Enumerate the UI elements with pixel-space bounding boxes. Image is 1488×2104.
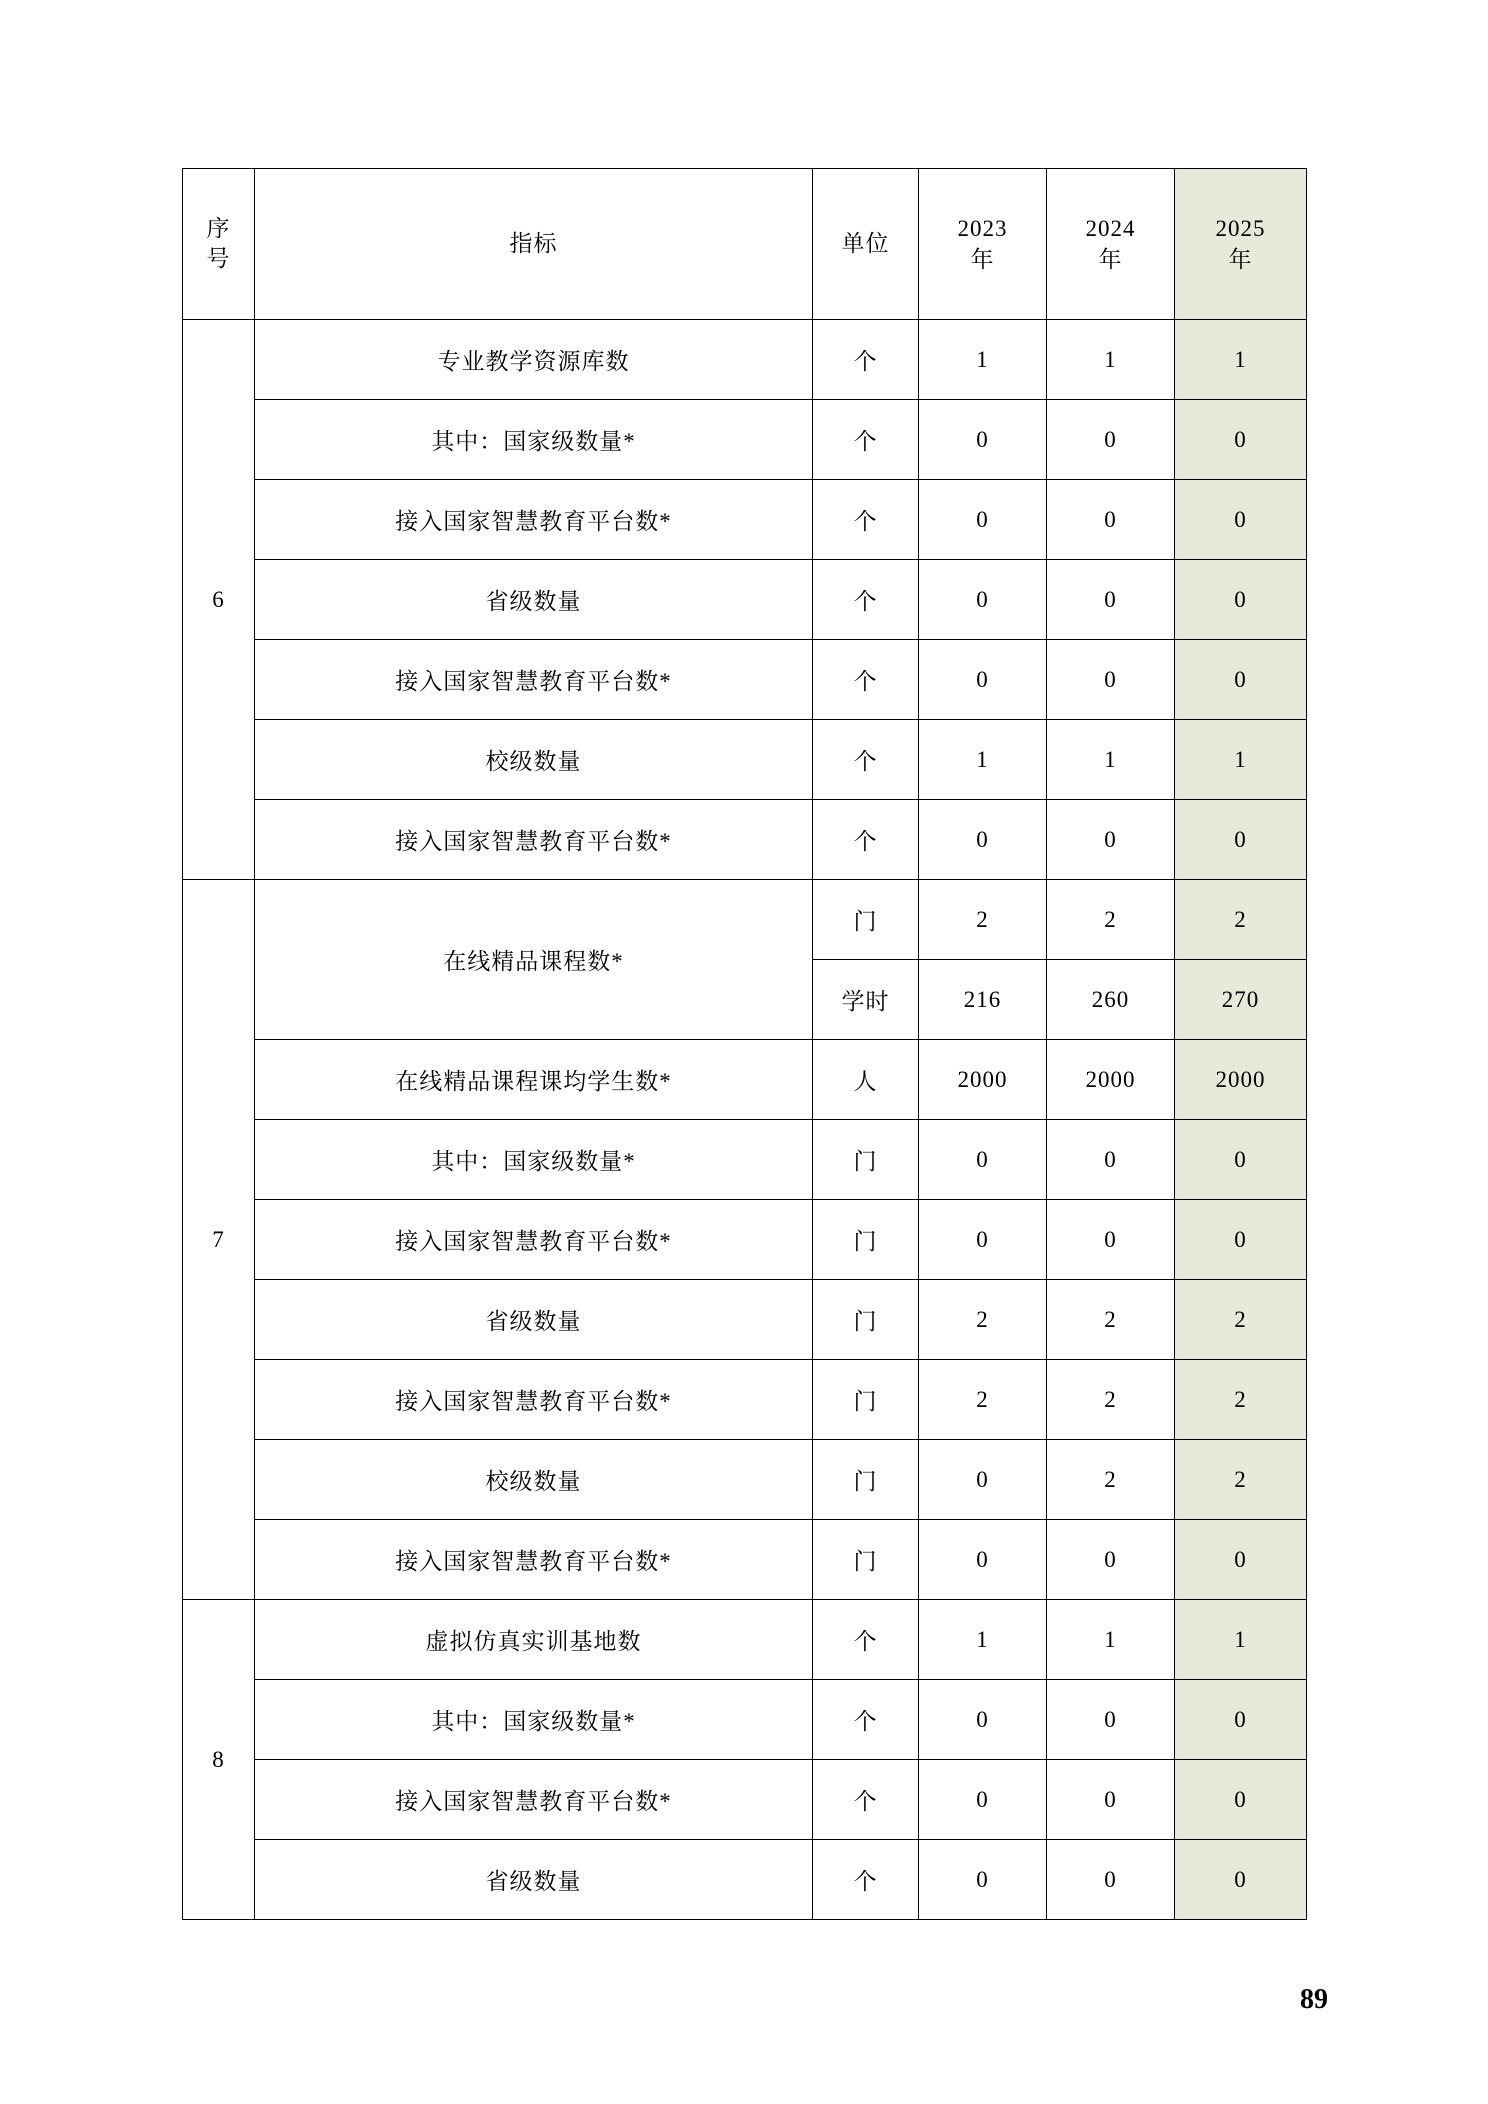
header-unit: 单位 — [813, 169, 919, 320]
indicator-name: 其中：国家级数量* — [255, 1680, 813, 1760]
value-2025: 0 — [1175, 640, 1307, 720]
value-2024: 0 — [1047, 1680, 1175, 1760]
table-row — [183, 1040, 1307, 1120]
indicator-name: 在线精品课程课均学生数* — [255, 1040, 813, 1120]
value-2025: 2000 — [1175, 1040, 1307, 1120]
indicator-unit: 个 — [813, 800, 919, 880]
value-2025: 0 — [1175, 480, 1307, 560]
indicator-unit: 个 — [813, 720, 919, 800]
header-indicator: 指标 — [255, 169, 813, 320]
value-2024: 0 — [1047, 640, 1175, 720]
indicator-name: 其中：国家级数量* — [255, 400, 813, 480]
header-seq-line2: 号 — [206, 246, 231, 271]
value-2023: 0 — [919, 1120, 1047, 1200]
indicator-name: 接入国家智慧教育平台数* — [255, 1520, 813, 1600]
table-row — [183, 880, 1307, 960]
page-number: 89 — [1300, 1984, 1328, 2015]
header-year-2024-suffix: 年 — [1098, 247, 1123, 272]
value-2024: 2 — [1047, 1440, 1175, 1520]
header-year-2024 — [1047, 169, 1175, 320]
value-2024: 0 — [1047, 400, 1175, 480]
table-row — [183, 560, 1307, 640]
indicator-name: 省级数量 — [255, 1280, 813, 1360]
table-row — [183, 1280, 1307, 1360]
table-row — [183, 1520, 1307, 1600]
table-row — [183, 1440, 1307, 1520]
table-row — [183, 1760, 1307, 1840]
indicator-unit: 个 — [813, 320, 919, 400]
indicator-name: 接入国家智慧教育平台数* — [255, 1200, 813, 1280]
value-2023: 1 — [919, 720, 1047, 800]
indicator-unit: 学时 — [813, 960, 919, 1040]
indicator-unit: 门 — [813, 1120, 919, 1200]
value-2024: 2000 — [1047, 1040, 1175, 1120]
value-2024: 0 — [1047, 1840, 1175, 1920]
value-2024: 0 — [1047, 480, 1175, 560]
indicator-name: 其中：国家级数量* — [255, 1120, 813, 1200]
indicator-name: 省级数量 — [255, 1840, 813, 1920]
table-row — [183, 1360, 1307, 1440]
value-2024: 2 — [1047, 1360, 1175, 1440]
value-2024: 2 — [1047, 1280, 1175, 1360]
value-2023: 0 — [919, 560, 1047, 640]
value-2024: 0 — [1047, 1200, 1175, 1280]
indicator-name: 虚拟仿真实训基地数 — [255, 1600, 813, 1680]
value-2025: 0 — [1175, 1120, 1307, 1200]
indicator-unit: 个 — [813, 480, 919, 560]
value-2023: 216 — [919, 960, 1047, 1040]
value-2024: 1 — [1047, 1600, 1175, 1680]
value-2025: 2 — [1175, 1440, 1307, 1520]
header-year-2025-suffix: 年 — [1228, 247, 1253, 272]
indicator-unit: 门 — [813, 880, 919, 960]
header-year-2025-number: 2025 — [1215, 215, 1266, 241]
value-2025: 0 — [1175, 1680, 1307, 1760]
indicator-unit: 门 — [813, 1360, 919, 1440]
indicator-unit: 个 — [813, 400, 919, 480]
indicator-name: 接入国家智慧教育平台数* — [255, 800, 813, 880]
value-2023: 0 — [919, 1760, 1047, 1840]
table-row — [183, 1120, 1307, 1200]
indicator-unit: 门 — [813, 1520, 919, 1600]
value-2023: 0 — [919, 1520, 1047, 1600]
value-2023: 0 — [919, 480, 1047, 560]
value-2025: 0 — [1175, 560, 1307, 640]
value-2023: 2 — [919, 1280, 1047, 1360]
value-2023: 0 — [919, 1840, 1047, 1920]
table-row — [183, 800, 1307, 880]
value-2025: 2 — [1175, 880, 1307, 960]
table-row — [183, 1600, 1307, 1680]
table-row — [183, 1840, 1307, 1920]
header-year-2025 — [1175, 169, 1307, 320]
value-2024: 1 — [1047, 720, 1175, 800]
value-2025: 0 — [1175, 1840, 1307, 1920]
value-2024: 260 — [1047, 960, 1175, 1040]
header-seq — [183, 169, 255, 320]
indicator-unit: 门 — [813, 1200, 919, 1280]
indicator-name: 校级数量 — [255, 1440, 813, 1520]
header-year-2023 — [919, 169, 1047, 320]
indicator-unit: 个 — [813, 1600, 919, 1680]
table-header-row — [183, 169, 1307, 320]
header-year-2023-number: 2023 — [957, 215, 1008, 241]
value-2023: 1 — [919, 320, 1047, 400]
table-row — [183, 1200, 1307, 1280]
value-2025: 270 — [1175, 960, 1307, 1040]
value-2023: 0 — [919, 1200, 1047, 1280]
value-2023: 0 — [919, 1440, 1047, 1520]
table-row — [183, 1680, 1307, 1760]
header-seq-line1: 序 — [206, 216, 231, 242]
indicator-name: 接入国家智慧教育平台数* — [255, 640, 813, 720]
value-2024: 1 — [1047, 320, 1175, 400]
value-2025: 0 — [1175, 1520, 1307, 1600]
value-2025: 2 — [1175, 1280, 1307, 1360]
table-row — [183, 720, 1307, 800]
indicator-unit: 门 — [813, 1440, 919, 1520]
indicator-name: 省级数量 — [255, 560, 813, 640]
row-sequence-number: 6 — [183, 320, 255, 880]
value-2023: 0 — [919, 640, 1047, 720]
value-2023: 0 — [919, 400, 1047, 480]
value-2023: 0 — [919, 1680, 1047, 1760]
indicator-unit: 门 — [813, 1280, 919, 1360]
table-row — [183, 640, 1307, 720]
indicator-name: 接入国家智慧教育平台数* — [255, 1760, 813, 1840]
value-2024: 0 — [1047, 1520, 1175, 1600]
value-2023: 2000 — [919, 1040, 1047, 1120]
value-2025: 2 — [1175, 1360, 1307, 1440]
table-row — [183, 400, 1307, 480]
value-2024: 0 — [1047, 1760, 1175, 1840]
value-2023: 2 — [919, 880, 1047, 960]
indicator-unit: 个 — [813, 1760, 919, 1840]
indicator-name: 专业教学资源库数 — [255, 320, 813, 400]
value-2025: 0 — [1175, 400, 1307, 480]
indicator-name: 接入国家智慧教育平台数* — [255, 1360, 813, 1440]
value-2025: 0 — [1175, 1200, 1307, 1280]
table-body — [183, 320, 1307, 1920]
indicator-statistics-table — [182, 168, 1307, 1920]
row-sequence-number: 8 — [183, 1600, 255, 1920]
indicator-name: 校级数量 — [255, 720, 813, 800]
value-2024: 0 — [1047, 560, 1175, 640]
value-2024: 2 — [1047, 880, 1175, 960]
indicator-unit: 人 — [813, 1040, 919, 1120]
indicator-unit: 个 — [813, 1840, 919, 1920]
value-2023: 1 — [919, 1600, 1047, 1680]
indicator-unit: 个 — [813, 1680, 919, 1760]
value-2023: 0 — [919, 800, 1047, 880]
value-2024: 0 — [1047, 1120, 1175, 1200]
indicator-name: 接入国家智慧教育平台数* — [255, 480, 813, 560]
row-sequence-number: 7 — [183, 880, 255, 1600]
value-2025: 1 — [1175, 720, 1307, 800]
header-year-2024-number: 2024 — [1085, 215, 1136, 241]
value-2025: 0 — [1175, 1760, 1307, 1840]
indicator-unit: 个 — [813, 560, 919, 640]
indicator-unit: 个 — [813, 640, 919, 720]
value-2023: 2 — [919, 1360, 1047, 1440]
indicator-name: 在线精品课程数* — [255, 880, 813, 1040]
value-2024: 0 — [1047, 800, 1175, 880]
value-2025: 1 — [1175, 1600, 1307, 1680]
header-year-2023-suffix: 年 — [970, 247, 995, 272]
table-row — [183, 480, 1307, 560]
table-row — [183, 320, 1307, 400]
value-2025: 0 — [1175, 800, 1307, 880]
value-2025: 1 — [1175, 320, 1307, 400]
